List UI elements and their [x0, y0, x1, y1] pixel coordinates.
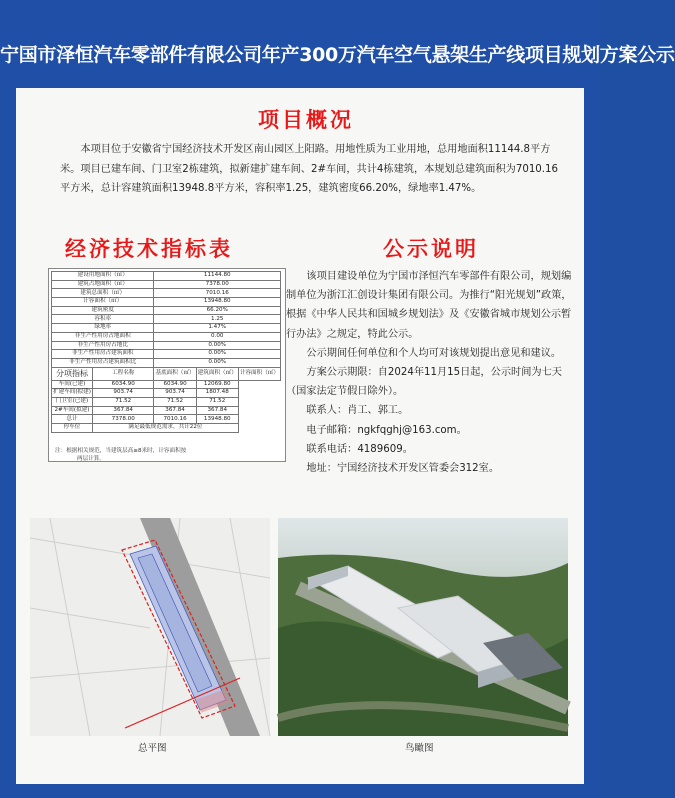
sub-item-row	[52, 406, 281, 415]
sub-item-cell: 1807.48	[196, 389, 238, 398]
sub-item-row	[52, 389, 281, 398]
indicator-label: 建筑总面积（㎡）	[52, 289, 154, 298]
indicator-value: 0.00%	[154, 341, 281, 350]
sub-item-row	[52, 380, 281, 389]
sub-item-cell: 13948.80	[196, 415, 238, 424]
sub-item-cell: 7010.16	[154, 415, 196, 424]
sub-item-row	[52, 397, 281, 406]
sub-item-cell: 367.84	[154, 406, 196, 415]
indicator-row	[52, 341, 281, 350]
sub-item-cell: 71.52	[154, 397, 196, 406]
sub-item-cell: 71.52	[92, 397, 154, 406]
site-plan-caption: 总平图	[138, 743, 167, 754]
aerial-caption: 鸟瞰图	[405, 743, 434, 754]
indicator-row	[52, 350, 281, 359]
sub-header: 建筑面积（㎡）	[196, 367, 238, 380]
indicator-label: 非生产性用房占地比	[52, 341, 154, 350]
indicator-label: 计容面积（㎡）	[52, 298, 154, 307]
aerial-render	[278, 518, 568, 736]
parking-value: 满足最低规范需求，共计22位	[92, 424, 238, 433]
notice-address: 地址：宁国经济技术开发区管委会312室。	[306, 463, 500, 475]
sub-item-cell: 6034.90	[154, 380, 196, 389]
notice-paragraph: 公示期间任何单位和个人均可对该规划提出意见和建议。	[306, 347, 562, 359]
notice-phone: 联系电话：4189609。	[306, 443, 413, 455]
sub-item-cell: 903.74	[92, 389, 154, 398]
sub-item-cell: 7378.00	[92, 415, 154, 424]
indicator-value: 13948.80	[154, 298, 281, 307]
indicator-value: 1.25	[154, 315, 281, 324]
indicator-value: 7010.16	[154, 289, 281, 298]
indicator-row	[52, 324, 281, 333]
site-plan-image	[30, 518, 270, 736]
indicator-label: 绿地率	[52, 324, 154, 333]
indicator-row	[52, 306, 281, 315]
sub-item-cell: 367.84	[92, 406, 154, 415]
notice-paragraph: 该项目建设单位为宁国市泽恒汽车零部件有限公司，规划编制单位为浙江汇创设计集团有限公司。为推行“阳光规划”政策，根据《中华人民共和国城乡规划法》及《安徽省城市规划公示暂行办法》之规定，特此公示。	[286, 271, 572, 340]
table-note-line: 注：根据相关规范，当建筑层高≥8米时，计容面积按	[55, 448, 187, 454]
sub-item-row	[52, 415, 281, 424]
indicator-row	[52, 272, 281, 281]
sub-item-cell: 12069.80	[196, 380, 238, 389]
table-note-line: 两层计算。	[77, 456, 105, 462]
indicator-row	[52, 280, 281, 289]
indicator-value: 66.20%	[154, 306, 281, 315]
indicator-label: 非生产性用房占地面积	[52, 332, 154, 341]
sub-header: 工程名称	[92, 367, 154, 380]
overview-heading: 项目概况	[258, 108, 354, 132]
indicator-value: 0.00	[154, 332, 281, 341]
indicator-row	[52, 298, 281, 307]
indicator-value: 1.47%	[154, 324, 281, 333]
sub-item-cell: 车间(已建)	[52, 380, 93, 389]
indicators-heading: 经济技术指标表	[65, 237, 233, 261]
indicator-label: 建筑密度	[52, 306, 154, 315]
indicator-row	[52, 289, 281, 298]
parking-label: 停车位	[52, 424, 93, 433]
notice-period: 方案公示期限：自2024年11月15日起，公示时间为七天（国家法定节假日除外）。	[286, 367, 562, 398]
sub-item-cell: 903.74	[154, 389, 196, 398]
notice-email: 电子邮箱：ngkfqghj@163.com。	[306, 424, 467, 436]
indicator-row	[52, 332, 281, 341]
sub-item-cell: 2#车间(拟建)	[52, 406, 93, 415]
indicator-label: 建设用地面积（㎡）	[52, 272, 154, 281]
notice-contact: 联系人：肖工、郭工。	[306, 405, 409, 417]
sub-item-cell: 总计	[52, 415, 93, 424]
indicator-value: 0.00%	[154, 350, 281, 359]
indicator-label: 建筑占地面积（㎡）	[52, 280, 154, 289]
indicator-value: 11144.80	[154, 272, 281, 281]
indicator-row	[52, 315, 281, 324]
site-plan-drawing	[30, 518, 270, 736]
indicator-value: 0.00%	[154, 358, 281, 367]
indicator-value: 7378.00	[154, 280, 281, 289]
overview-text	[60, 140, 560, 199]
sub-item-cell: 71.52	[196, 397, 238, 406]
indicator-row	[52, 358, 281, 367]
sub-header: 计容面积（㎡）	[238, 367, 280, 380]
sub-item-cell: 门卫室(已建)	[52, 397, 93, 406]
notice-text	[286, 267, 578, 478]
indicator-label: 非生产性用房占建筑面积比	[52, 358, 154, 367]
indicator-label: 容积率	[52, 315, 154, 324]
sub-header: 基底面积（㎡）	[154, 367, 196, 380]
indicator-label: 非生产性用房占建筑面积	[52, 350, 154, 359]
group-label: 分项指标	[52, 367, 93, 380]
sub-item-cell: 367.84	[196, 406, 238, 415]
indicator-table-box	[48, 268, 286, 462]
sub-item-cell: 6034.90	[92, 380, 154, 389]
page-title: 宁国市泽恒汽车零部件有限公司年产300万汽车空气悬架生产线项目规划方案公示	[0, 44, 675, 66]
indicator-table	[51, 271, 281, 433]
title-bar	[0, 0, 675, 88]
notice-heading: 公示说明	[383, 237, 479, 261]
aerial-image	[278, 518, 568, 736]
overview-paragraph: 本项目位于安徽省宁国经济技术开发区南山园区上阳路。用地性质为工业用地，总用地面积11144.8平方米。项目已建车间、门卫室2栋建筑，拟新建扩建车间、2#车间，共计4栋建筑，本规划总建筑面积为7010.16平方米，总计容建筑面积13948.8平方米，容积率1.25，建筑密度66.20%，绿地率1.47%。	[60, 144, 558, 194]
table-note	[55, 446, 186, 462]
sub-item-cell: 扩建车间(拟建)	[53, 389, 91, 396]
